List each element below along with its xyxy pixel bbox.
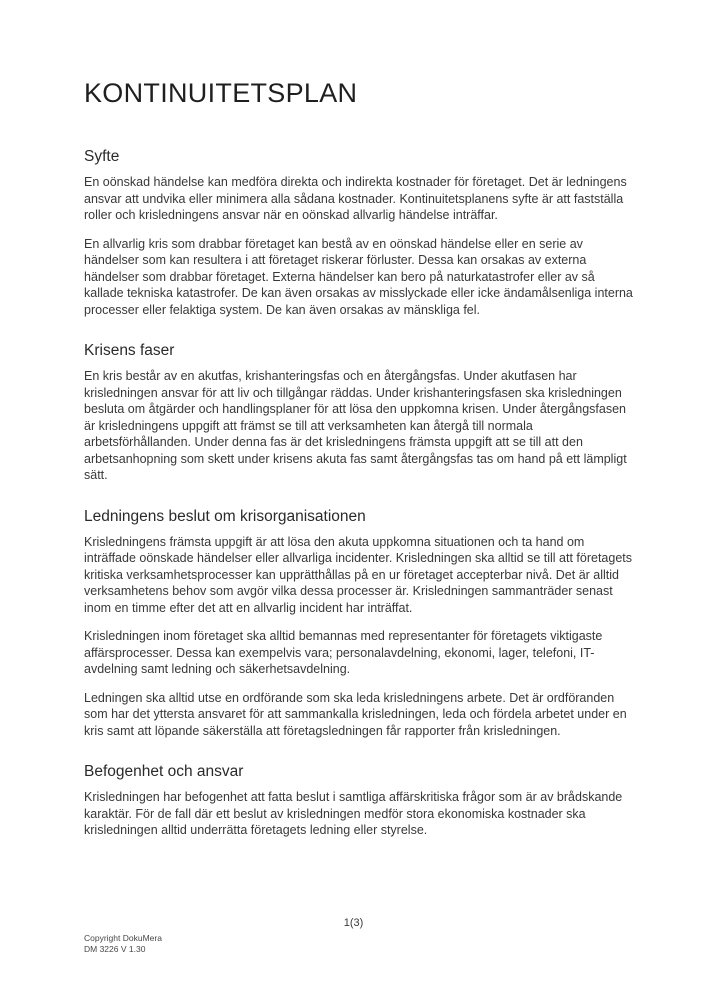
section-befogenhet <box>84 761 636 839</box>
page-number: 1(3) <box>343 917 364 929</box>
document-version-line: DM 3226 V 1.30 <box>84 943 146 954</box>
paragraph: Ledningen ska alltid utse en ordförande som ska leda krisledningens arbete. Det är ordföranden som har det yttersta ansvaret för att sammankalla krisledningen, leda och fördela arbetet under en kris samt att löpande säkerställa att företagsledningen får rapporter från krisledningen. <box>84 690 627 738</box>
section-syfte <box>84 146 636 318</box>
document-content <box>84 0 636 839</box>
copyright-block <box>84 933 162 954</box>
paragraph: Krisledningen inom företaget ska alltid bemannas med representanter för företagets viktigaste affärsprocesser. Dessa kan exempelvis vara; personalavdelning, ekonomi, lager, telefoni, IT-avdelning samt ledning och säkerhetsavdelning. <box>84 629 603 676</box>
paragraph: En oönskad händelse kan medföra direkta och indirekta kostnader för företaget. Det är ledningens ansvar att undvika eller minimera alla sådana kostnader. Kontinuitetsplanens syfte är att fastställa roller och krisledningens ansvar när en oönskad allvarlig händelse inträffar. <box>84 175 627 222</box>
section-heading-ledningens-beslut: Ledningens beslut om krisorganisationen <box>84 507 366 525</box>
section-heading-krisens-faser: Krisens faser <box>84 342 175 359</box>
section-heading-befogenhet: Befogenhet och ansvar <box>84 763 244 780</box>
paragraph: Krisledningens främsta uppgift är att lösa den akuta uppkomna situationen och ta hand om inträffade oönskade händelser eller allvarliga incidenter. Krisledningen ska alltid se till att företagets kritiska verksamhetsprocesser kan upprätthållas på en ur företaget accepterbar nivå. Det är alltid verksamhetens behov som avgör vilka dessa processer är. Krisledningen sammanträder senast inom en timme efter det att en allvarlig incident har inträffat. <box>84 534 633 615</box>
paragraph: Krisledningen har befogenhet att fatta beslut i samtliga affärskritiska frågor som är av brådskande karaktär. För de fall där ett beslut av krisledningen medför stora ekonomiska kostnader ska krisledningen alltid underrätta företagets ledning eller styrelse. <box>84 790 623 837</box>
document-title: KONTINUITETSPLAN <box>84 78 358 108</box>
paragraph: En kris består av en akutfas, krishanteringsfas och en återgångsfas. Under akutfasen har krisledningen ansvar för att liv och tillgångar räddas. Under krishanteringsfasen ska krisledningen besluta om åtgärder och handlingsplaner för att lösa den uppkomna krisen. Under återgångsfasen är krisledningens uppgift att främst se till att verksamheten kan återgå till normala arbetsförhållanden. Under denna fas är det krisledningens främsta uppgift att se till att den arbetsanhopning som skett under krisens akuta fas samt återgångsfas tas om hand på ett lämpligt sätt. <box>84 369 627 482</box>
section-krisens-faser <box>84 340 636 484</box>
section-heading-syfte: Syfte <box>84 148 120 165</box>
section-ledningens-beslut <box>84 506 636 740</box>
copyright-line: Copyright DokuMera <box>84 933 162 943</box>
paragraph: En allvarlig kris som drabbar företaget kan bestå av en oönskad händelse eller en serie av händelser som kan resultera i att företaget riskerar förluster. Dessa kan orsakas av externa händelser som drabbar företaget. Externa händelser kan bero på naturkatastrofer eller av så kallade tekniska katastrofer. De kan även orsakas av misslyckade eller icke ändamålsenliga interna processer eller felaktiga system. De kan även orsakas av mänskliga fel. <box>84 236 633 317</box>
